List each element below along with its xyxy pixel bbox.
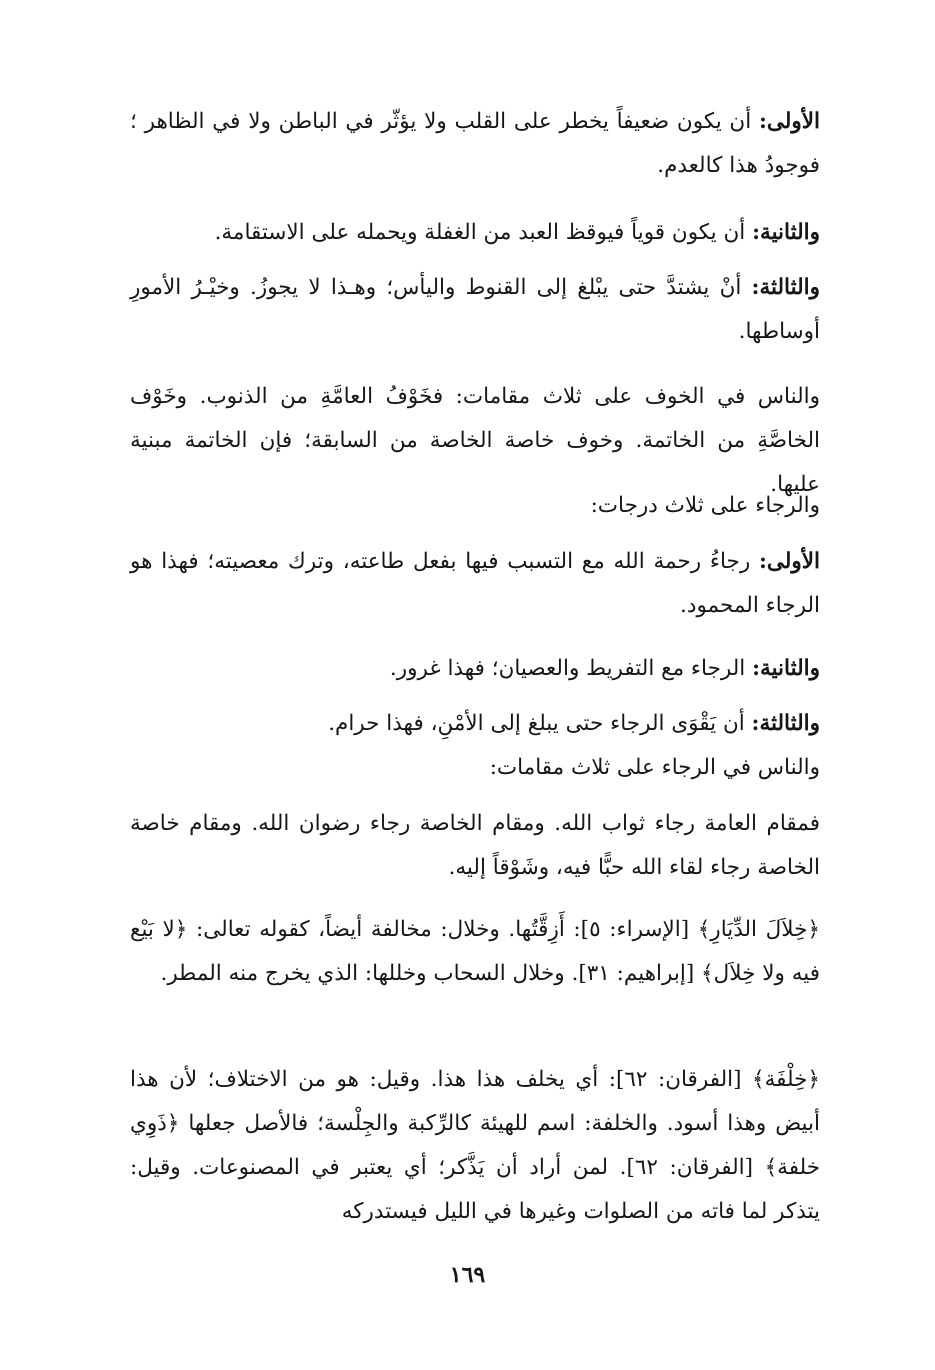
paragraph-fear-first [130, 100, 820, 188]
paragraph-text: والناس في الرجاء على ثلاث مقامات: [489, 755, 820, 780]
paragraph-khilfa [130, 1058, 820, 1234]
paragraph-hope-stations [130, 802, 820, 890]
paragraph-text: فمقام العامة رجاء ثواب الله. ومقام الخاصة رجاء رضوان الله. ومقام خاصة الخاصة رجاء لقاء الله حبًّا فيه، وشَوْقاً إليه. [130, 811, 820, 880]
paragraph-text: أن يكون قوياً فيوقظ العبد من الغفلة ويحمله على الاستقامة. [214, 220, 753, 245]
paragraph-hope-first [130, 540, 820, 628]
paragraph-label: والثانية: [752, 656, 820, 681]
page-number: ١٦٩ [449, 1262, 486, 1288]
paragraph-label: والثالثة: [751, 711, 820, 736]
paragraph-text: والناس في الخوف على ثلاث مقامات: فخَوْفُ العامَّةِ من الذنوب. وخَوْف الخاصَّةِ من الخاتمة. وخوف خاصة الخاصة من السابقة؛ فإن الخاتمة مبنية عليها. [130, 384, 820, 497]
paragraph-khilal [130, 908, 820, 996]
paragraph-label: الأولى: [758, 109, 820, 134]
paragraph-hope-stations-intro [130, 746, 820, 790]
paragraph-fear-second [130, 211, 820, 255]
paragraph-hope-third [130, 702, 820, 746]
paragraph-text: ﴿خِلاَلَ الدِّيَارِ﴾ [الإسراء: ٥]: أَزِقَّتُها. وخلال: مخالفة أيضاً، كقوله تعالى: ﴿لا بَيْع فيه ولا خِلاَل﴾ [إبراهيم: ٣١]. وخلال السحاب وخللها: الذي يخرج منه المطر. [130, 917, 820, 986]
paragraph-text: رجاءُ رحمة الله مع التسبب فيها بفعل طاعته، وترك معصيته؛ فهذا هو الرجاء المحمود. [130, 549, 820, 618]
paragraph-fear-third [130, 266, 820, 354]
paragraph-label: الأولى: [758, 549, 820, 574]
paragraph-text: أن يكون ضعيفاً يخطر على القلب ولا يؤثّر في الباطن ولا في الظاهر ؛ فوجودُ هذا كالعدم. [130, 109, 820, 178]
paragraph-hope-second [130, 647, 820, 691]
paragraph-text: أن يَقْوَى الرجاء حتى يبلغ إلى الأمْنِ، فهذا حرام. [328, 711, 752, 736]
paragraph-text: أنْ يشتدَّ حتى يبْلغ إلى القنوط واليأس؛ وهـذا لا يجوزُ. وخيْـرُ الأمورِ أوساطها. [130, 275, 820, 344]
paragraph-label: والثانية: [752, 220, 820, 245]
paragraph-text: ﴿خِلْفَة﴾ [الفرقان: ٦٢]: أي يخلف هذا هذا. وقيل: هو من الاختلاف؛ لأن هذا أبيض وهذا أسود. والخلفة: اسم للهيئة كالرِّكبة والجِلْسة؛ فالأصل جعلها ﴿ذَوِي خلفة﴾ [الفرقان: ٦٢]. لمن أراد أن يَذَّكر؛ أي يعتبر في المصنوعات. وقيل: يتذكر لما فاته من الصلوات وغيرها في الليل فيستدركه [130, 1067, 820, 1224]
paragraph-label: والثالثة: [751, 275, 820, 300]
paragraph-hope-intro [130, 484, 820, 528]
paragraph-text: والرجاء على ثلاث درجات: [590, 493, 820, 518]
paragraph-text: الرجاء مع التفريط والعصيان؛ فهذا غرور. [389, 656, 753, 681]
